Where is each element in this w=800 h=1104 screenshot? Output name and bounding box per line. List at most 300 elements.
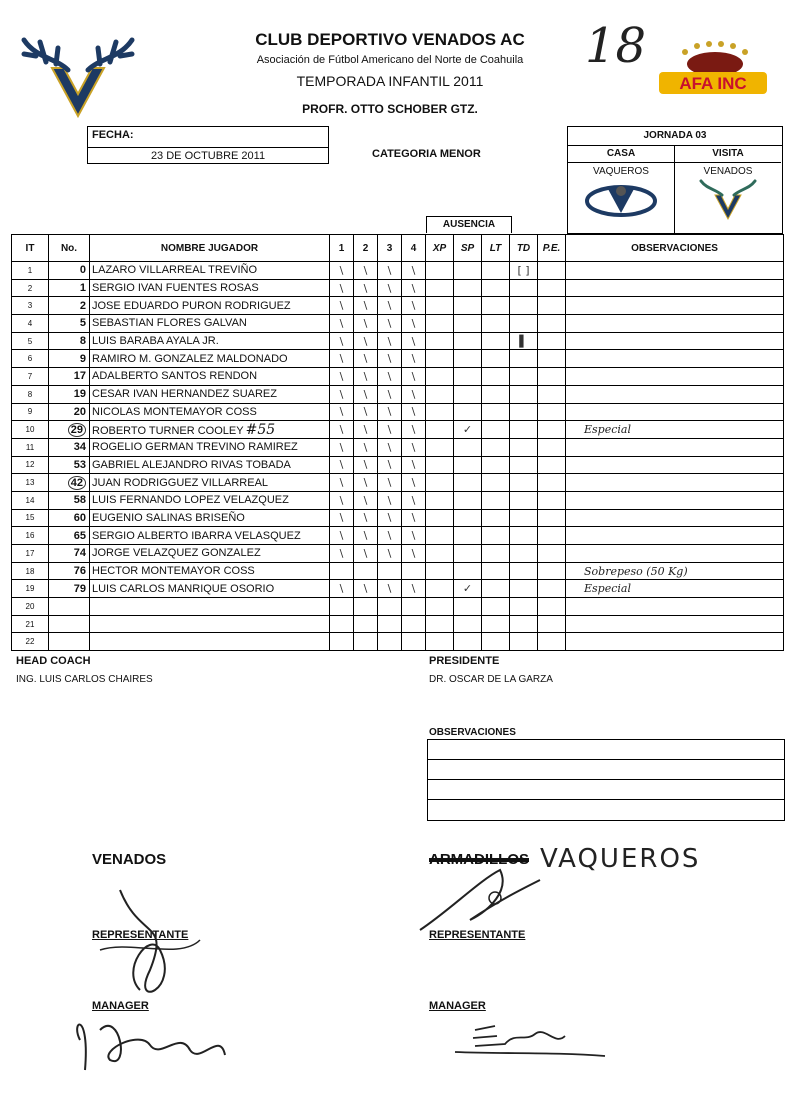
pe-mark bbox=[538, 580, 566, 598]
afa-logo-icon bbox=[655, 38, 771, 100]
row-number bbox=[49, 562, 90, 580]
sp-mark bbox=[454, 474, 482, 492]
club-title: CLUB DEPORTIVO VENADOS AC bbox=[255, 30, 525, 49]
player-number: 60 bbox=[73, 511, 86, 524]
right-manager-label: MANAGER bbox=[429, 1000, 486, 1012]
pe-mark bbox=[538, 332, 566, 350]
lt-mark bbox=[482, 580, 510, 598]
row-number bbox=[49, 368, 90, 386]
observation-cell: Especial bbox=[566, 421, 784, 439]
quarter-mark-1: \ bbox=[330, 262, 354, 280]
quarter-mark-4: \ bbox=[402, 368, 426, 386]
quarter-mark-2: \ bbox=[354, 297, 378, 315]
td-mark bbox=[510, 438, 538, 456]
col-q3: 3 bbox=[378, 235, 402, 262]
row-it: 1 bbox=[12, 262, 49, 280]
quarter-mark-3: \ bbox=[378, 545, 402, 563]
quarter-mark-2: \ bbox=[354, 438, 378, 456]
xp-mark bbox=[426, 421, 454, 439]
observation-cell bbox=[566, 527, 784, 545]
quarter-mark-2: \ bbox=[354, 350, 378, 368]
sp-mark bbox=[454, 385, 482, 403]
player-name-cell bbox=[90, 332, 330, 350]
row-it: 18 bbox=[12, 562, 49, 580]
row-number bbox=[49, 615, 90, 633]
row-number bbox=[49, 332, 90, 350]
observation-cell bbox=[566, 545, 784, 563]
quarter-mark-2: \ bbox=[354, 279, 378, 297]
obs-line bbox=[428, 800, 784, 819]
xp-mark bbox=[426, 385, 454, 403]
fecha-label: FECHA: bbox=[92, 129, 134, 141]
observation-cell bbox=[566, 438, 784, 456]
player-name-cell bbox=[90, 403, 330, 421]
player-number: 65 bbox=[73, 529, 86, 542]
observation-cell bbox=[566, 491, 784, 509]
obs-line bbox=[428, 780, 784, 800]
quarter-mark-4: \ bbox=[402, 262, 426, 280]
row-it: 13 bbox=[12, 474, 49, 492]
observation-cell: Sobrepeso (50 Kg) bbox=[566, 562, 784, 580]
xp-mark bbox=[426, 580, 454, 598]
quarter-mark-4: \ bbox=[402, 332, 426, 350]
obs-line bbox=[428, 760, 784, 780]
td-mark bbox=[510, 350, 538, 368]
left-manager-label: MANAGER bbox=[92, 1000, 149, 1012]
td-mark bbox=[510, 545, 538, 563]
lt-mark bbox=[482, 474, 510, 492]
sp-mark bbox=[454, 403, 482, 421]
quarter-mark-1: \ bbox=[330, 456, 354, 474]
sp-mark bbox=[454, 545, 482, 563]
head-coach-label: HEAD COACH bbox=[16, 655, 91, 667]
quarter-mark-2: \ bbox=[354, 368, 378, 386]
sp-mark bbox=[454, 456, 482, 474]
sp-mark bbox=[454, 368, 482, 386]
player-name: SERGIO ALBERTO IBARRA VELASQUEZ bbox=[92, 529, 301, 542]
player-number: 1 bbox=[79, 282, 86, 295]
quarter-mark-4: \ bbox=[402, 421, 426, 439]
player-number: 0 bbox=[79, 264, 86, 277]
observation-cell bbox=[566, 262, 784, 280]
row-it: 21 bbox=[12, 615, 49, 633]
pe-mark bbox=[538, 615, 566, 633]
td-mark bbox=[510, 562, 538, 580]
quarter-mark-2: \ bbox=[354, 403, 378, 421]
quarter-mark-1 bbox=[330, 615, 354, 633]
observation-cell bbox=[566, 297, 784, 315]
player-name-cell bbox=[90, 562, 330, 580]
pe-mark bbox=[538, 297, 566, 315]
left-team-name: VENADOS bbox=[92, 851, 167, 868]
player-name: ROGELIO GERMAN TREVINO RAMIREZ bbox=[92, 441, 298, 454]
quarter-mark-4 bbox=[402, 598, 426, 616]
pe-mark bbox=[538, 438, 566, 456]
td-mark bbox=[510, 633, 538, 651]
player-number: 58 bbox=[73, 494, 86, 507]
roster-table bbox=[11, 234, 784, 651]
table-row bbox=[12, 509, 784, 527]
td-mark bbox=[510, 474, 538, 492]
observaciones-box bbox=[427, 739, 785, 821]
xp-mark bbox=[426, 562, 454, 580]
sp-mark bbox=[454, 350, 482, 368]
player-name: SEBASTIAN FLORES GALVAN bbox=[92, 317, 247, 330]
quarter-mark-3: \ bbox=[378, 527, 402, 545]
player-number: 74 bbox=[73, 547, 86, 560]
quarter-mark-4: \ bbox=[402, 474, 426, 492]
quarter-mark-1: \ bbox=[330, 527, 354, 545]
table-row bbox=[12, 350, 784, 368]
row-it: 5 bbox=[12, 332, 49, 350]
lt-mark bbox=[482, 421, 510, 439]
row-number bbox=[49, 438, 90, 456]
quarter-mark-2: \ bbox=[354, 491, 378, 509]
sp-mark bbox=[454, 491, 482, 509]
head-coach-name: ING. LUIS CARLOS CHAIRES bbox=[16, 674, 153, 685]
player-number: 19 bbox=[73, 388, 86, 401]
lt-mark bbox=[482, 315, 510, 333]
observation-cell: Especial bbox=[566, 580, 784, 598]
player-name: ROBERTO TURNER COOLEY bbox=[92, 424, 244, 437]
player-name-cell bbox=[90, 368, 330, 386]
quarter-mark-4: \ bbox=[402, 279, 426, 297]
observaciones-label: OBSERVACIONES bbox=[429, 727, 516, 738]
table-row bbox=[12, 279, 784, 297]
left-signatures-icon bbox=[60, 880, 250, 1080]
table-row bbox=[12, 527, 784, 545]
td-mark bbox=[510, 297, 538, 315]
fecha-box bbox=[87, 126, 329, 164]
quarter-mark-3: \ bbox=[378, 403, 402, 421]
table-row bbox=[12, 615, 784, 633]
player-name-cell bbox=[90, 633, 330, 651]
president-label: PRESIDENTE bbox=[429, 655, 500, 667]
quarter-mark-3: \ bbox=[378, 279, 402, 297]
quarter-mark-3: \ bbox=[378, 368, 402, 386]
row-it: 3 bbox=[12, 297, 49, 315]
row-number bbox=[49, 491, 90, 509]
quarter-mark-3 bbox=[378, 633, 402, 651]
col-name: NOMBRE JUGADOR bbox=[90, 235, 330, 262]
col-lt: LT bbox=[482, 235, 510, 262]
quarter-mark-3: \ bbox=[378, 456, 402, 474]
observation-cell bbox=[566, 474, 784, 492]
player-number: 8 bbox=[79, 335, 86, 348]
lt-mark bbox=[482, 385, 510, 403]
row-it: 12 bbox=[12, 456, 49, 474]
obs-line bbox=[428, 740, 784, 760]
lt-mark bbox=[482, 598, 510, 616]
player-name-cell bbox=[90, 615, 330, 633]
row-number bbox=[49, 403, 90, 421]
col-xp: XP bbox=[426, 235, 454, 262]
pe-mark bbox=[538, 368, 566, 386]
td-mark bbox=[510, 580, 538, 598]
player-name-cell bbox=[90, 421, 330, 439]
player-name: JORGE VELAZQUEZ GONZALEZ bbox=[92, 547, 261, 560]
col-q1: 1 bbox=[330, 235, 354, 262]
quarter-mark-4 bbox=[402, 615, 426, 633]
sp-mark bbox=[454, 315, 482, 333]
xp-mark bbox=[426, 350, 454, 368]
sp-mark bbox=[454, 509, 482, 527]
sp-mark bbox=[454, 262, 482, 280]
season-title: TEMPORADA INFANTIL 2011 bbox=[296, 73, 484, 89]
player-name: SERGIO IVAN FUENTES ROSAS bbox=[92, 282, 259, 295]
quarter-mark-4 bbox=[402, 562, 426, 580]
table-row bbox=[12, 368, 784, 386]
quarter-mark-2: \ bbox=[354, 474, 378, 492]
quarter-mark-1 bbox=[330, 598, 354, 616]
observation-cell bbox=[566, 509, 784, 527]
player-name: JOSE EDUARDO PURON RODRIGUEZ bbox=[92, 299, 291, 312]
row-it: 7 bbox=[12, 368, 49, 386]
roster-header-row bbox=[12, 235, 784, 262]
row-number bbox=[49, 279, 90, 297]
player-name-cell bbox=[90, 474, 330, 492]
player-name-cell bbox=[90, 279, 330, 297]
xp-mark bbox=[426, 403, 454, 421]
right-manager-signature-icon bbox=[445, 1012, 615, 1062]
xp-mark bbox=[426, 527, 454, 545]
quarter-mark-1 bbox=[330, 633, 354, 651]
quarter-mark-1: \ bbox=[330, 332, 354, 350]
roster-body bbox=[12, 262, 784, 651]
player-name: RAMIRO M. GONZALEZ MALDONADO bbox=[92, 352, 288, 365]
td-mark bbox=[510, 491, 538, 509]
pe-mark bbox=[538, 527, 566, 545]
player-name-cell bbox=[90, 509, 330, 527]
lt-mark bbox=[482, 491, 510, 509]
quarter-mark-2: \ bbox=[354, 421, 378, 439]
venados-small-logo-icon bbox=[675, 177, 781, 221]
quarter-mark-3: \ bbox=[378, 297, 402, 315]
player-name: LUIS BARABA AYALA JR. bbox=[92, 335, 219, 348]
player-name: CESAR IVAN HERNANDEZ SUAREZ bbox=[92, 388, 277, 401]
player-number: 5 bbox=[79, 317, 86, 330]
sp-mark bbox=[454, 297, 482, 315]
td-mark: ▌ bbox=[510, 332, 538, 350]
vaqueros-logo-icon bbox=[568, 177, 674, 221]
player-number: 9 bbox=[79, 352, 86, 365]
lt-mark bbox=[482, 562, 510, 580]
player-number: 42 bbox=[68, 476, 86, 490]
table-row bbox=[12, 456, 784, 474]
quarter-mark-1: \ bbox=[330, 580, 354, 598]
td-mark bbox=[510, 421, 538, 439]
observation-cell bbox=[566, 456, 784, 474]
col-observaciones: OBSERVACIONES bbox=[566, 235, 784, 262]
row-number bbox=[49, 580, 90, 598]
pe-mark bbox=[538, 474, 566, 492]
player-name-cell bbox=[90, 598, 330, 616]
quarter-mark-2 bbox=[354, 615, 378, 633]
player-name-cell bbox=[90, 350, 330, 368]
quarter-mark-3: \ bbox=[378, 315, 402, 333]
pe-mark bbox=[538, 545, 566, 563]
pe-mark bbox=[538, 633, 566, 651]
fecha-value: 23 DE OCTUBRE 2011 bbox=[88, 147, 328, 164]
sp-mark: ✓ bbox=[454, 580, 482, 598]
quarter-mark-2: \ bbox=[354, 262, 378, 280]
observation-cell bbox=[566, 598, 784, 616]
quarter-mark-4: \ bbox=[402, 297, 426, 315]
player-number: 29 bbox=[68, 423, 86, 437]
row-number bbox=[49, 262, 90, 280]
row-number bbox=[49, 350, 90, 368]
row-number bbox=[49, 474, 90, 492]
row-number bbox=[49, 385, 90, 403]
xp-mark bbox=[426, 279, 454, 297]
visita-column bbox=[675, 146, 781, 233]
col-pe: P.E. bbox=[538, 235, 566, 262]
quarter-mark-1: \ bbox=[330, 491, 354, 509]
president-name: DR. OSCAR DE LA GARZA bbox=[429, 674, 553, 685]
right-representante-signature-icon bbox=[410, 860, 550, 940]
player-name: HECTOR MONTEMAYOR COSS bbox=[92, 565, 255, 578]
player-number: 20 bbox=[73, 405, 86, 418]
quarter-mark-1: \ bbox=[330, 368, 354, 386]
pe-mark bbox=[538, 562, 566, 580]
quarter-mark-2: \ bbox=[354, 315, 378, 333]
observation-cell bbox=[566, 403, 784, 421]
quarter-mark-3 bbox=[378, 562, 402, 580]
sp-mark bbox=[454, 615, 482, 633]
td-mark bbox=[510, 403, 538, 421]
quarter-mark-3 bbox=[378, 615, 402, 633]
player-number: 2 bbox=[79, 299, 86, 312]
td-mark bbox=[510, 368, 538, 386]
td-mark bbox=[510, 315, 538, 333]
quarter-mark-1: \ bbox=[330, 421, 354, 439]
table-row bbox=[12, 385, 784, 403]
player-name-cell bbox=[90, 545, 330, 563]
sp-mark bbox=[454, 598, 482, 616]
quarter-mark-3: \ bbox=[378, 385, 402, 403]
visita-team: VENADOS bbox=[703, 166, 753, 177]
player-name-cell bbox=[90, 456, 330, 474]
observation-cell bbox=[566, 368, 784, 386]
quarter-mark-4: \ bbox=[402, 527, 426, 545]
table-row bbox=[12, 491, 784, 509]
quarter-mark-3: \ bbox=[378, 262, 402, 280]
quarter-mark-4: \ bbox=[402, 580, 426, 598]
player-number: 34 bbox=[73, 441, 86, 454]
row-it: 15 bbox=[12, 509, 49, 527]
quarter-mark-4: \ bbox=[402, 350, 426, 368]
observation-cell bbox=[566, 633, 784, 651]
quarter-mark-1: \ bbox=[330, 350, 354, 368]
row-it: 11 bbox=[12, 438, 49, 456]
player-name: GABRIEL ALEJANDRO RIVAS TOBADA bbox=[92, 458, 291, 471]
observation-cell bbox=[566, 332, 784, 350]
quarter-mark-1 bbox=[330, 562, 354, 580]
quarter-mark-3: \ bbox=[378, 350, 402, 368]
table-row bbox=[12, 332, 784, 350]
observation-cell bbox=[566, 315, 784, 333]
quarter-mark-1: \ bbox=[330, 509, 354, 527]
player-name: ADALBERTO SANTOS RENDON bbox=[92, 370, 258, 383]
observation-cell bbox=[566, 615, 784, 633]
xp-mark bbox=[426, 368, 454, 386]
categoria-label: CATEGORIA MENOR bbox=[372, 148, 481, 160]
pe-mark bbox=[538, 403, 566, 421]
td-mark bbox=[510, 527, 538, 545]
table-row bbox=[12, 315, 784, 333]
row-number bbox=[49, 509, 90, 527]
xp-mark bbox=[426, 474, 454, 492]
lt-mark bbox=[482, 633, 510, 651]
quarter-mark-2: \ bbox=[354, 545, 378, 563]
lt-mark bbox=[482, 615, 510, 633]
left-representante-label: REPRESENTANTE bbox=[92, 929, 189, 941]
quarter-mark-1: \ bbox=[330, 279, 354, 297]
player-number: 79 bbox=[73, 582, 86, 595]
quarter-mark-4: \ bbox=[402, 456, 426, 474]
player-name-cell bbox=[90, 491, 330, 509]
quarter-mark-2: \ bbox=[354, 509, 378, 527]
xp-mark bbox=[426, 545, 454, 563]
jornada-title: JORNADA 03 bbox=[568, 127, 782, 146]
pe-mark bbox=[538, 598, 566, 616]
row-number bbox=[49, 527, 90, 545]
player-number: 53 bbox=[73, 458, 86, 471]
quarter-mark-2: \ bbox=[354, 385, 378, 403]
table-row bbox=[12, 474, 784, 492]
casa-team: VAQUEROS bbox=[593, 166, 649, 177]
quarter-mark-3: \ bbox=[378, 509, 402, 527]
lt-mark bbox=[482, 509, 510, 527]
venados-logo-icon bbox=[16, 28, 140, 120]
row-number bbox=[49, 456, 90, 474]
pe-mark bbox=[538, 279, 566, 297]
col-q2: 2 bbox=[354, 235, 378, 262]
quarter-mark-3: \ bbox=[378, 421, 402, 439]
association-subtitle: Asociación de Fútbol Americano del Norte de Coahuila bbox=[256, 54, 524, 66]
quarter-mark-1: \ bbox=[330, 474, 354, 492]
player-name: JUAN RODRIGGUEZ VILLARREAL bbox=[92, 476, 269, 489]
sp-mark bbox=[454, 562, 482, 580]
quarter-mark-1: \ bbox=[330, 403, 354, 421]
quarter-mark-4: \ bbox=[402, 491, 426, 509]
col-no: No. bbox=[49, 235, 90, 262]
row-it: 4 bbox=[12, 315, 49, 333]
pe-mark bbox=[538, 421, 566, 439]
quarter-mark-4: \ bbox=[402, 438, 426, 456]
right-team-struck: ARMADILLOS bbox=[429, 851, 529, 868]
row-number bbox=[49, 598, 90, 616]
td-mark bbox=[510, 509, 538, 527]
quarter-mark-3: \ bbox=[378, 491, 402, 509]
player-name-cell bbox=[90, 315, 330, 333]
quarter-mark-2 bbox=[354, 633, 378, 651]
quarter-mark-1: \ bbox=[330, 438, 354, 456]
table-row bbox=[12, 580, 784, 598]
sp-mark bbox=[454, 527, 482, 545]
table-row bbox=[12, 403, 784, 421]
row-number bbox=[49, 633, 90, 651]
lt-mark bbox=[482, 297, 510, 315]
quarter-mark-2: \ bbox=[354, 527, 378, 545]
xp-mark bbox=[426, 615, 454, 633]
row-it: 19 bbox=[12, 580, 49, 598]
table-row bbox=[12, 598, 784, 616]
td-mark bbox=[510, 456, 538, 474]
quarter-mark-1: \ bbox=[330, 297, 354, 315]
visita-label: VISITA bbox=[675, 146, 781, 163]
sp-mark bbox=[454, 438, 482, 456]
